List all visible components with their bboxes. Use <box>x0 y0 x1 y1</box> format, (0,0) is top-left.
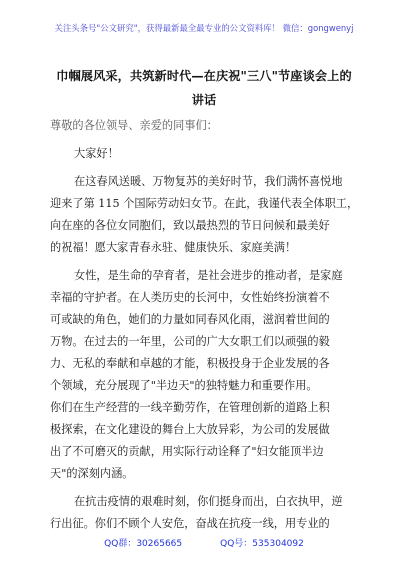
qq-number-text: QQ号：535304092 <box>220 539 304 549</box>
body-line: 力、无私的奉献和卓越的才能，积极投身于企业发展的各 <box>50 357 330 370</box>
body-line: 极探索，在文化建设的舞台上大放异彩，为公司的发展做 <box>50 423 330 436</box>
body-line: 在这春风送暖、万物复苏的美好时节，我们满怀喜悦地 <box>74 175 343 188</box>
document-title-line-1: 巾帼展风采，共筑新时代—在庆祝"三八"节座谈会上的 <box>56 69 352 83</box>
document-title-line-2: 讲话 <box>191 93 217 107</box>
body-line: 行出征。你们不顾个人安危，奋战在抗疫一线，用专业的 <box>50 517 330 530</box>
body-line: 在抗击疫情的艰难时刻，你们挺身而出，白衣执甲，逆 <box>74 495 343 508</box>
body-line: 向在座的各位女同胞们，致以最热烈的节日问候和最美好 <box>50 219 330 232</box>
header-banner: 关注头条号"公文研究"，获得最新最全最专业的公文资料库！ 微信：gongwenyj <box>54 23 354 33</box>
body-line: 你们在生产经营的一线辛勤劳作，在管理创新的道路上积 <box>50 401 330 414</box>
body-line: 可或缺的角色，她们的力量如同春风化雨，滋润着世间的 <box>50 313 330 326</box>
body-line: 女性，是生命的孕育者，是社会进步的推动者，是家庭 <box>74 269 343 282</box>
body-line: 幸福的守护者。在人类历史的长河中，女性始终扮演着不 <box>50 291 330 304</box>
footer-contact <box>0 536 408 549</box>
body-line: 万物。在过去的一年里，公司的广大女职工们以顽强的毅 <box>50 335 330 348</box>
body-line: 的祝福！愿大家青春永驻、健康快乐、家庭美满！ <box>50 241 297 254</box>
body-line: 个领域，充分展现了"半边天"的独特魅力和重要作用。 <box>50 379 318 392</box>
qq-group-text: QQ群：30265665 <box>104 539 183 549</box>
greeting: 尊敬的各位领导、亲爱的同事们： <box>50 119 218 132</box>
body-line: 天"的深刻内涵。 <box>50 467 134 480</box>
salute: 大家好！ <box>74 147 119 160</box>
body-line: 出了不可磨灭的贡献，用实际行动诠释了"妇女能顶半边 <box>50 445 324 458</box>
body-line: 迎来了第 115 个国际劳动妇女节。在此，我谨代表全体职工， <box>50 197 359 210</box>
